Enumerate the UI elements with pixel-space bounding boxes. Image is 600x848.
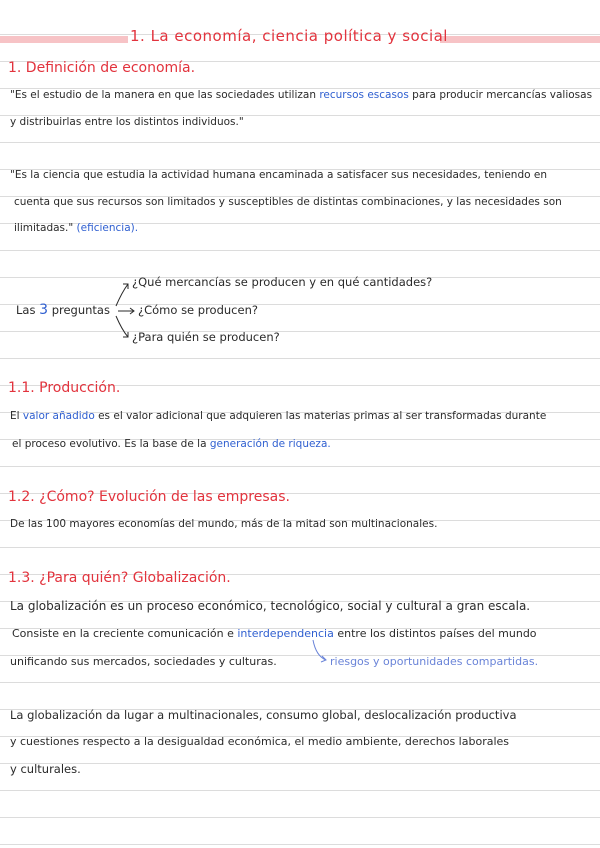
quote-2-line-2: cuenta que sus recursos son limitados y susceptibles de distintas combinaciones, y las necesidades son (14, 196, 562, 208)
produccion-text-c: el proceso evolutivo. Es la base de la (12, 438, 207, 450)
pregunta-3: ¿Para quién se producen? (132, 330, 280, 344)
highlight-valor-anadido: valor añadido (22, 410, 95, 422)
quote-1-text: "Es el estudio de la manera en que las sociedades utilizan (10, 89, 316, 101)
globalizacion-p2-line-1: La globalización da lugar a multinacionales, consumo global, deslocalización productiva (10, 708, 517, 722)
note-arrow (313, 640, 326, 660)
arrow-top (116, 284, 128, 306)
highlight-recursos-escasos: recursos escasos (319, 89, 409, 101)
globalizacion-text-a: Consiste en la creciente comunicación e (12, 627, 234, 640)
pregunta-1: ¿Qué mercancías se producen y en qué cantidades? (132, 275, 433, 289)
globalizacion-line-3: unificando sus mercados, sociedades y culturas. (10, 655, 277, 668)
produccion-text-b: es el valor adicional que adquieren las materias primas al ser transformadas durante (98, 410, 547, 422)
globalizacion-line-2 (12, 627, 537, 640)
globalizacion-text-b: entre los distintos países del mundo (337, 627, 537, 640)
note-riesgos: riesgos y oportunidades compartidas. (330, 655, 539, 668)
arrow-bottom (116, 316, 128, 337)
globalizacion-p2-line-2: y cuestiones respecto a la desigualdad económica, el medio ambiente, derechos laborales (10, 735, 510, 748)
produccion-text-a: El (10, 410, 20, 422)
highlight-generacion-riqueza: generación de riqueza. (209, 438, 331, 450)
quote-1-line-2: y distribuirlas entre los distintos individuos." (10, 116, 244, 128)
quote-2-text-end: ilimitadas." (14, 222, 74, 234)
section-heading-definicion: 1. Definición de economía. (8, 60, 196, 76)
section-heading-para-quien: 1.3. ¿Para quién? Globalización. (8, 570, 231, 586)
preguntas-post: preguntas (51, 303, 110, 317)
preguntas-number: 3 (39, 302, 49, 318)
section-heading-como: 1.2. ¿Cómo? Evolución de las empresas. (8, 489, 290, 505)
quote-2-line-1: "Es la ciencia que estudia la actividad humana encaminada a satisfacer sus necesidades, teniendo en (10, 169, 548, 181)
produccion-line-2 (12, 438, 331, 450)
preguntas-pre: Las (16, 303, 36, 317)
quote-1-text-end: para producir mercancías valiosas (412, 89, 593, 101)
highlight-eficiencia: (eficiencia). (76, 222, 139, 234)
pregunta-2: ¿Cómo se producen? (138, 303, 258, 317)
produccion-line-1 (10, 410, 546, 422)
globalizacion-line-1: La globalización es un proceso económico, tecnológico, social y cultural a gran escala. (10, 599, 531, 613)
como-line: De las 100 mayores economías del mundo, más de la mitad son multinacionales. (10, 518, 438, 530)
highlight-interdependencia: interdependencia (237, 627, 334, 640)
section-heading-produccion: 1.1. Producción. (8, 380, 121, 396)
globalizacion-p2-line-3: y culturales. (10, 762, 81, 776)
page-title: 1. La economía, ciencia política y social (130, 27, 448, 45)
